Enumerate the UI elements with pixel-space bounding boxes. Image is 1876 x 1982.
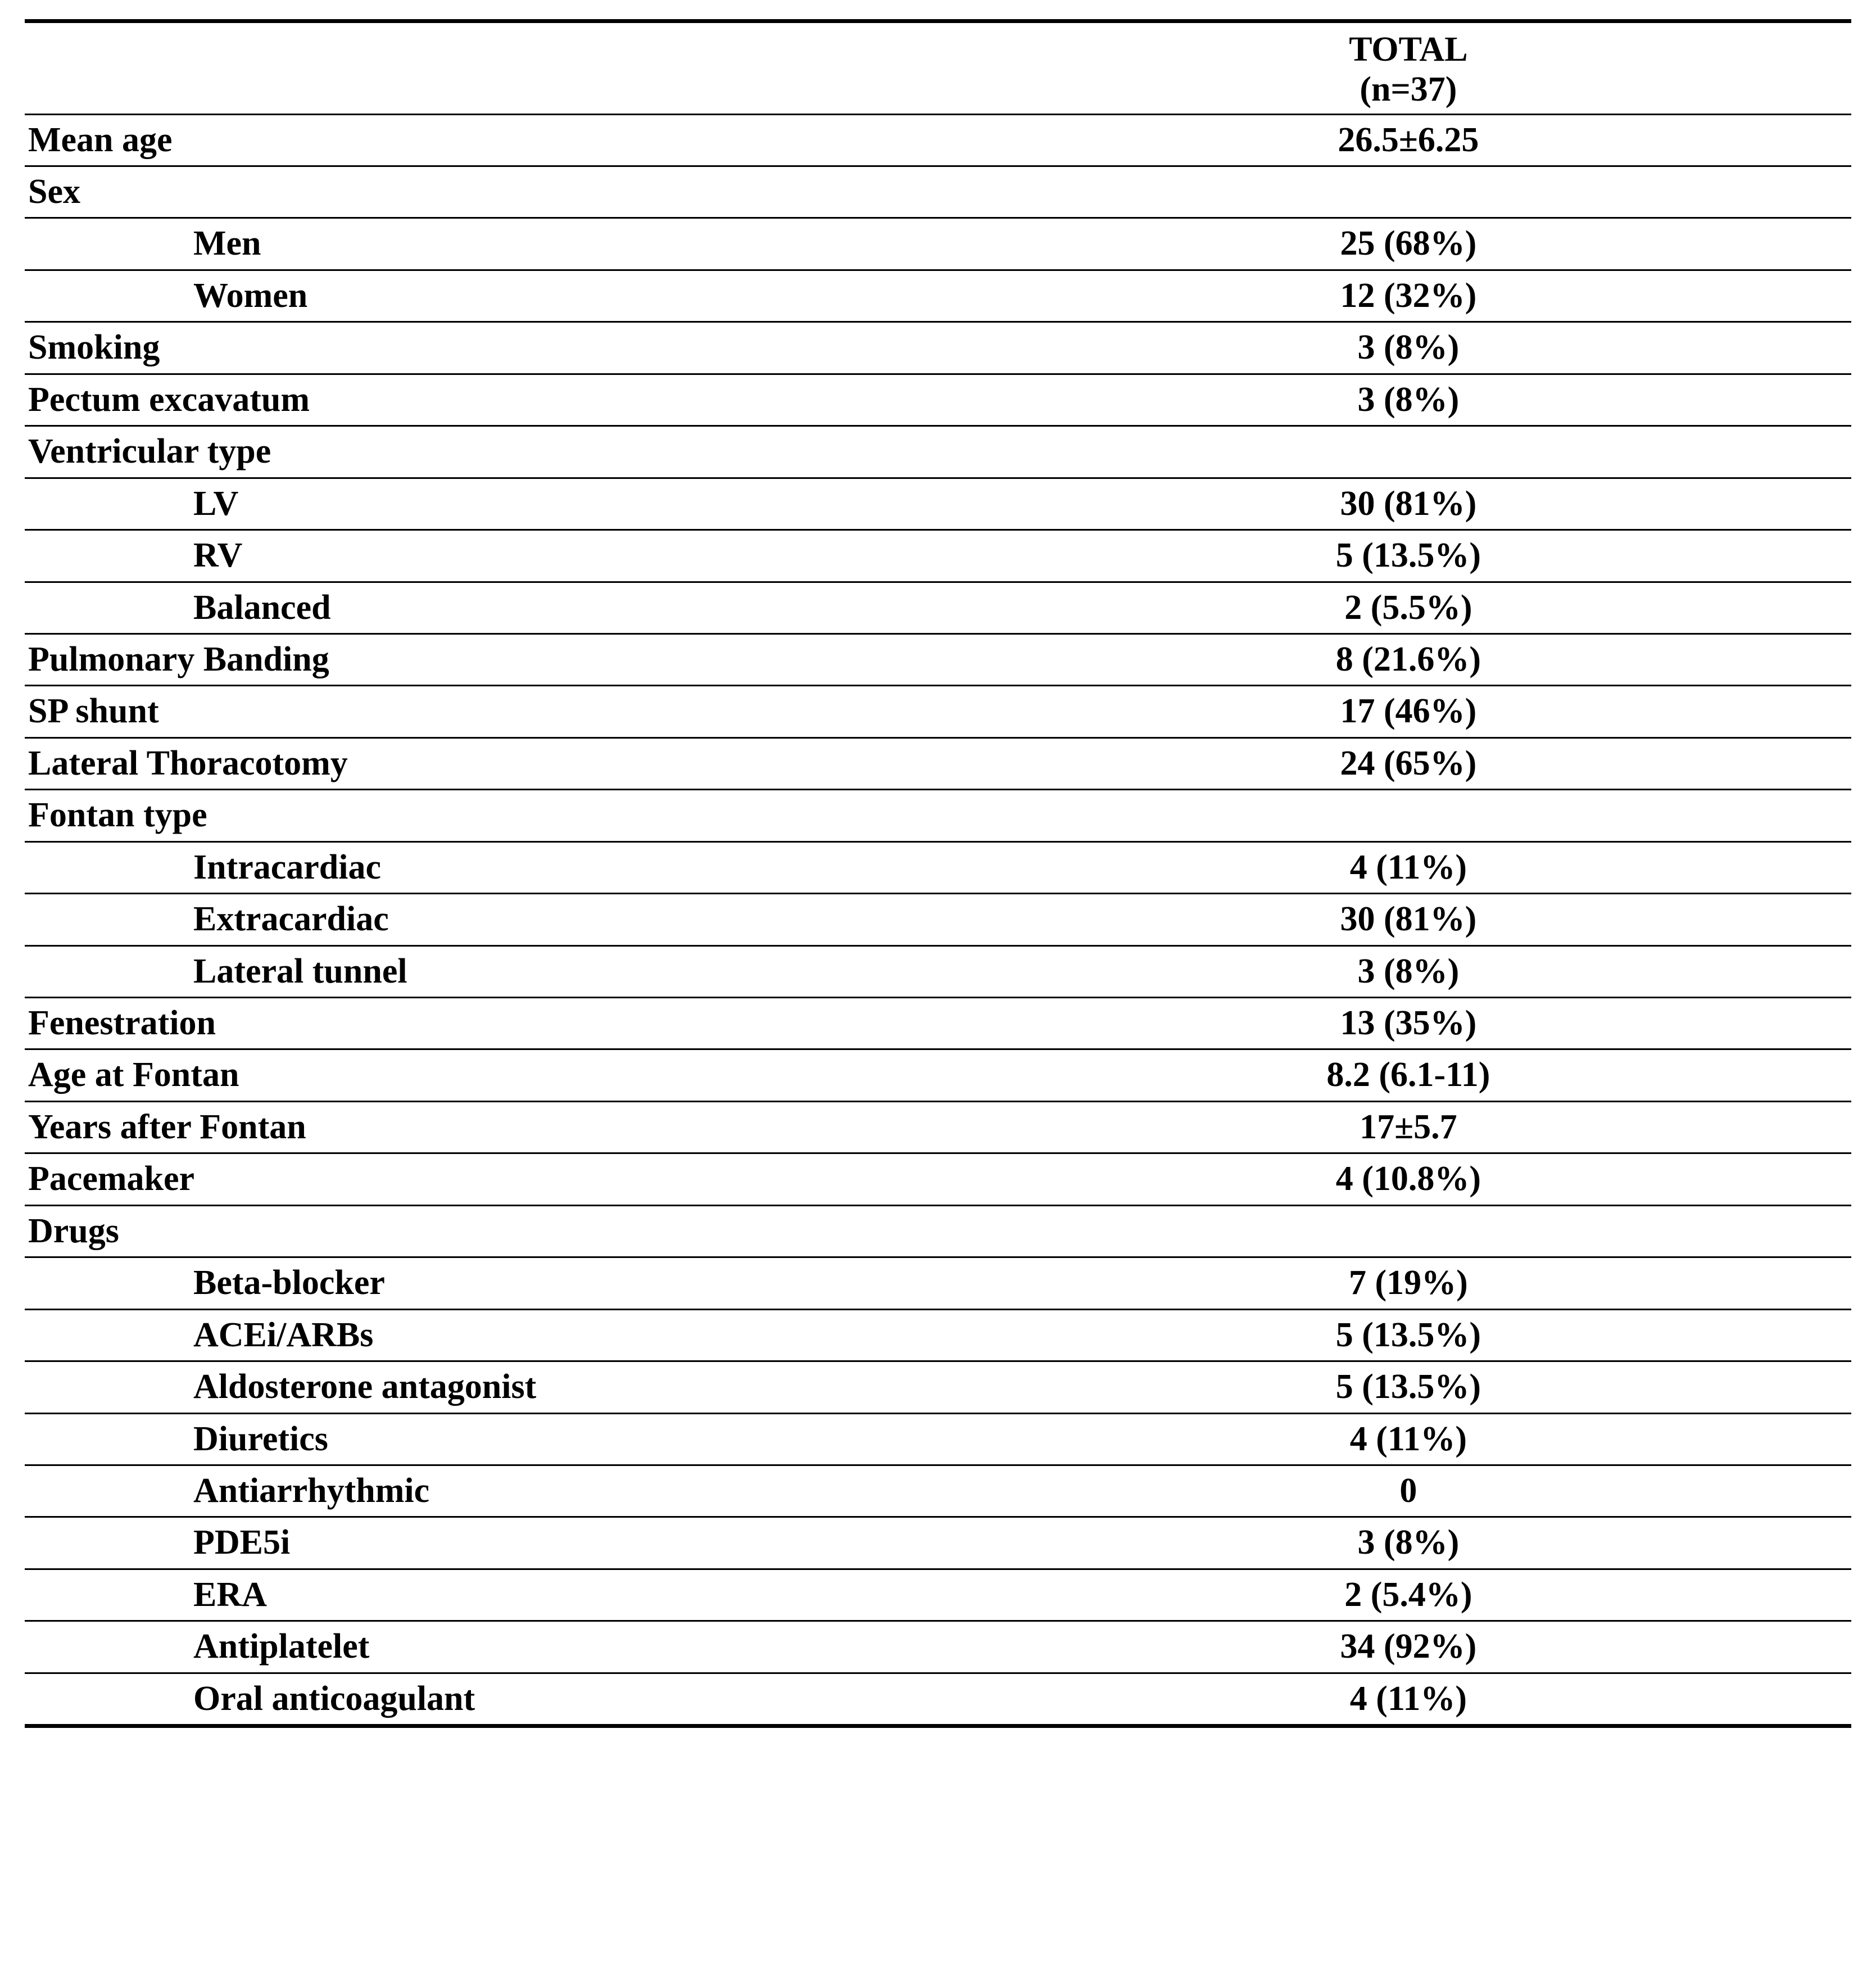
- table-row: [25, 894, 1851, 945]
- row-value: 24 (65%): [966, 737, 1851, 789]
- row-value: 4 (11%): [966, 1413, 1851, 1465]
- table-row: [25, 478, 1851, 530]
- row-value: 17 (46%): [966, 686, 1851, 737]
- table-row: [25, 737, 1851, 789]
- row-value: 2 (5.5%): [966, 582, 1851, 633]
- row-label: Mean age: [25, 114, 966, 166]
- row-value: 2 (5.4%): [966, 1569, 1851, 1621]
- row-value: 34 (92%): [966, 1621, 1851, 1673]
- row-value: 5 (13.5%): [966, 1309, 1851, 1361]
- table-row: [25, 582, 1851, 633]
- row-value: 30 (81%): [966, 478, 1851, 530]
- table-row: [25, 790, 1851, 841]
- row-sublabel: PDE5i: [25, 1517, 966, 1569]
- table-row: [25, 1049, 1851, 1101]
- table-row: [25, 1309, 1851, 1361]
- row-sublabel: Oral anticoagulant: [25, 1673, 966, 1726]
- table-row: [25, 1361, 1851, 1413]
- row-label: Pectum excavatum: [25, 374, 966, 426]
- row-sublabel: LV: [25, 478, 966, 530]
- table-row: [25, 1517, 1851, 1569]
- row-value: 5 (13.5%): [966, 530, 1851, 582]
- table-row: [25, 633, 1851, 685]
- header-total-count: (n=37): [1360, 70, 1457, 109]
- row-value: [966, 166, 1851, 218]
- row-label: Age at Fontan: [25, 1049, 966, 1101]
- table-row: [25, 998, 1851, 1049]
- table-row: [25, 114, 1851, 166]
- table-row: [25, 1621, 1851, 1673]
- table-row: [25, 426, 1851, 478]
- table-row: [25, 218, 1851, 270]
- table-row: [25, 1205, 1851, 1257]
- row-label: Sex: [25, 166, 966, 218]
- row-label: Pulmonary Banding: [25, 633, 966, 685]
- table-row: [25, 945, 1851, 997]
- table-row: [25, 1673, 1851, 1726]
- row-value: 3 (8%): [966, 945, 1851, 997]
- row-value: 7 (19%): [966, 1257, 1851, 1309]
- row-sublabel: RV: [25, 530, 966, 582]
- row-value: 3 (8%): [966, 1517, 1851, 1569]
- table-row: [25, 1257, 1851, 1309]
- table-body: [25, 21, 1851, 1726]
- row-sublabel: ACEi/ARBs: [25, 1309, 966, 1361]
- row-sublabel: Aldosterone antagonist: [25, 1361, 966, 1413]
- table-row: [25, 270, 1851, 322]
- baseline-characteristics-table: [25, 19, 1851, 1728]
- row-value: 4 (11%): [966, 841, 1851, 893]
- row-value: [966, 790, 1851, 841]
- row-value: 4 (10.8%): [966, 1153, 1851, 1205]
- row-value: [966, 426, 1851, 478]
- table-header-row: [25, 21, 1851, 115]
- row-label: Drugs: [25, 1205, 966, 1257]
- table-row: [25, 1153, 1851, 1205]
- row-sublabel: Antiarrhythmic: [25, 1465, 966, 1517]
- row-label: Pacemaker: [25, 1153, 966, 1205]
- table-row: [25, 1569, 1851, 1621]
- row-value: 8 (21.6%): [966, 633, 1851, 685]
- row-value: 8.2 (6.1-11): [966, 1049, 1851, 1101]
- row-sublabel: Balanced: [25, 582, 966, 633]
- table-row: [25, 530, 1851, 582]
- row-label: Fenestration: [25, 998, 966, 1049]
- row-sublabel: Lateral tunnel: [25, 945, 966, 997]
- row-value: 4 (11%): [966, 1673, 1851, 1726]
- row-sublabel: Beta-blocker: [25, 1257, 966, 1309]
- row-label: Years after Fontan: [25, 1101, 966, 1153]
- table-row: [25, 1413, 1851, 1465]
- row-value: 25 (68%): [966, 218, 1851, 270]
- row-label: Ventricular type: [25, 426, 966, 478]
- row-value: 30 (81%): [966, 894, 1851, 945]
- row-value: [966, 1205, 1851, 1257]
- table-row: [25, 322, 1851, 374]
- row-value: 26.5±6.25: [966, 114, 1851, 166]
- header-total-label: TOTAL: [1349, 30, 1468, 69]
- row-sublabel: Extracardiac: [25, 894, 966, 945]
- row-label: Fontan type: [25, 790, 966, 841]
- row-label: Smoking: [25, 322, 966, 374]
- table-row: [25, 1101, 1851, 1153]
- row-value: 0: [966, 1465, 1851, 1517]
- row-value: 12 (32%): [966, 270, 1851, 322]
- header-label-cell: [25, 21, 966, 115]
- row-label: Lateral Thoracotomy: [25, 737, 966, 789]
- table-row: [25, 1465, 1851, 1517]
- row-sublabel: Antiplatelet: [25, 1621, 966, 1673]
- table-row: [25, 686, 1851, 737]
- row-sublabel: Men: [25, 218, 966, 270]
- table-row: [25, 374, 1851, 426]
- row-value: 13 (35%): [966, 998, 1851, 1049]
- row-value: 5 (13.5%): [966, 1361, 1851, 1413]
- header-total-cell: [966, 21, 1851, 115]
- row-value: 3 (8%): [966, 374, 1851, 426]
- row-sublabel: Women: [25, 270, 966, 322]
- row-sublabel: Intracardiac: [25, 841, 966, 893]
- row-value: 3 (8%): [966, 322, 1851, 374]
- row-sublabel: ERA: [25, 1569, 966, 1621]
- row-sublabel: Diuretics: [25, 1413, 966, 1465]
- table-row: [25, 166, 1851, 218]
- table-row: [25, 841, 1851, 893]
- row-value: 17±5.7: [966, 1101, 1851, 1153]
- row-label: SP shunt: [25, 686, 966, 737]
